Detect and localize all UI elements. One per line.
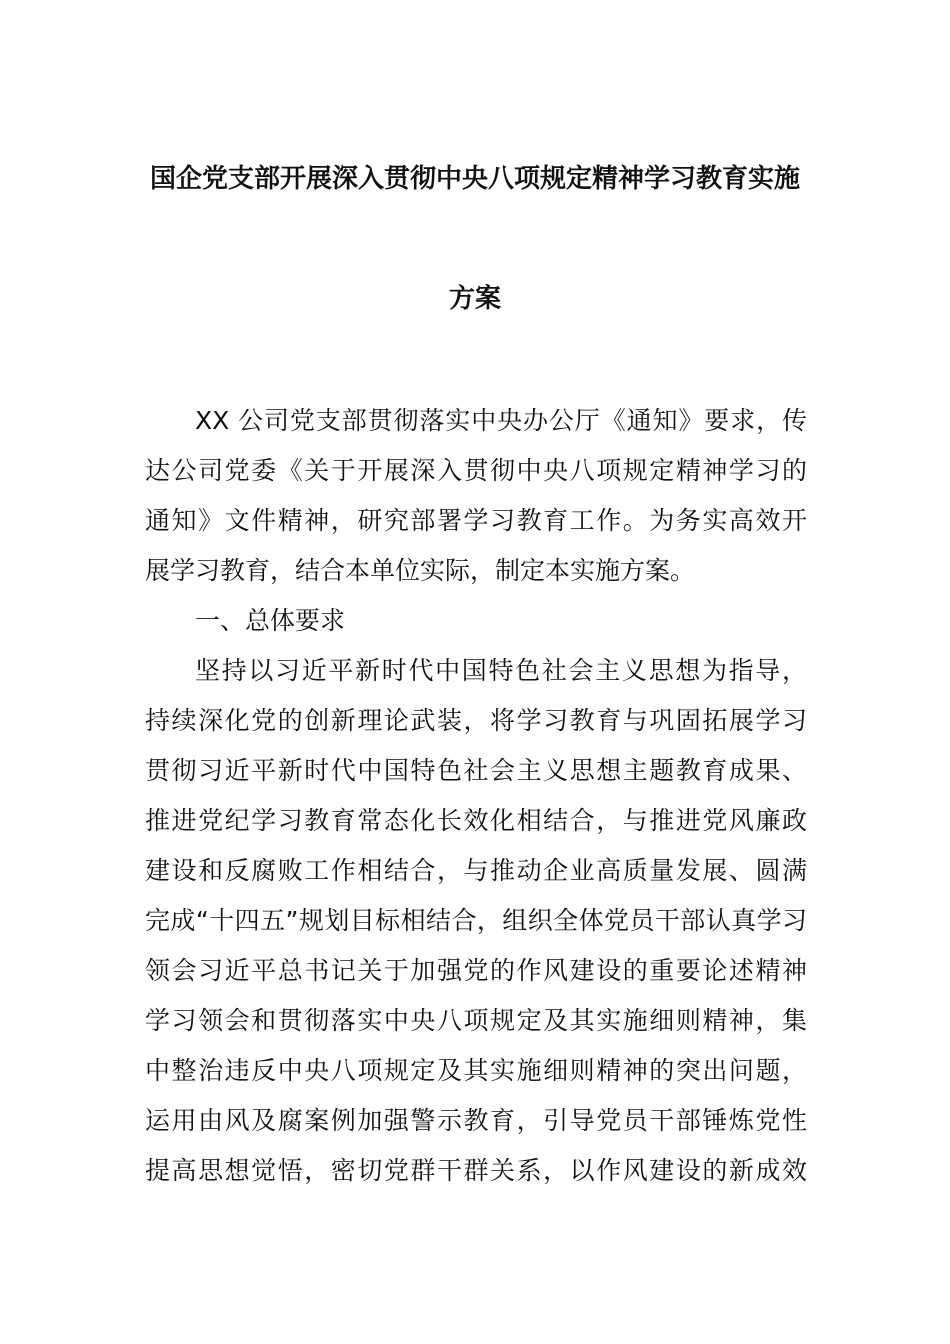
- paragraph-line: 坚持以习近平新时代中国特色社会主义思想为指导，: [195, 656, 807, 685]
- paragraph-line: 推进党纪学习教育常态化长效化相结合，与推进党风廉政: [145, 806, 807, 835]
- paragraph-line: 中整治违反中央八项规定及其实施细则精神的突出问题，: [145, 1056, 807, 1085]
- paragraph-line: 贯彻习近平新时代中国特色社会主义思想主题教育成果、: [145, 756, 807, 785]
- paragraph-line: 建设和反腐败工作相结合，与推动企业高质量发展、圆满: [145, 856, 807, 885]
- document-title-line-2: 方案: [448, 284, 501, 314]
- paragraph-line: 达公司党委《关于开展深入贯彻中央八项规定精神学习的: [145, 456, 807, 485]
- paragraph-line: 通知》文件精神，研究部署学习教育工作。为务实高效开: [145, 506, 807, 535]
- paragraph-line: XX 公司党支部贯彻落实中央办公厅《通知》要求，传: [195, 406, 807, 435]
- paragraph-line: 领会习近平总书记关于加强党的作风建设的重要论述精神: [145, 956, 807, 985]
- paragraph-line: 展学习教育，结合本单位实际，制定本实施方案。: [145, 556, 696, 585]
- paragraph-line: 持续深化党的创新理论武装，将学习教育与巩固拓展学习: [145, 706, 807, 735]
- document-body: [145, 396, 807, 1196]
- paragraph-line: 运用由风及腐案例加强警示教育，引导党员干部锤炼党性: [145, 1106, 807, 1135]
- paragraph-line: 提高思想觉悟，密切党群干群关系，以作风建设的新成效: [145, 1156, 807, 1185]
- document-title-line-1: 国企党支部开展深入贯彻中央八项规定精神学习教育实施: [149, 164, 800, 194]
- section-heading: 一、总体要求: [195, 606, 346, 635]
- paragraph-line: 学习领会和贯彻落实中央八项规定及其实施细则精神，集: [145, 1006, 807, 1035]
- paragraph-line: 完成“十四五”规划目标相结合，组织全体党员干部认真学习: [145, 906, 807, 935]
